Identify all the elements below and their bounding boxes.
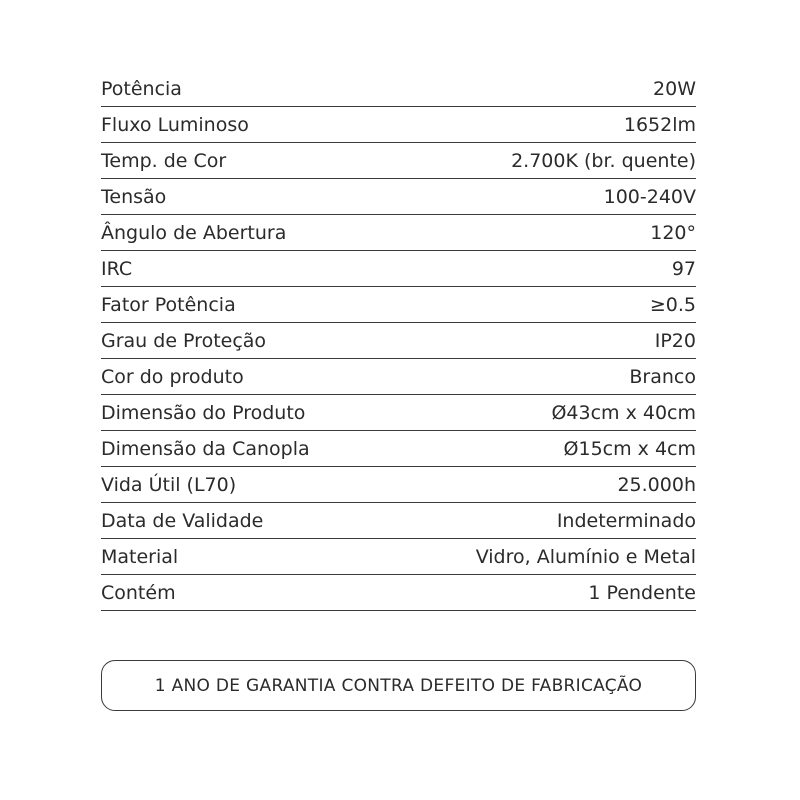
- spec-value: 25.000h: [617, 474, 696, 496]
- warranty-text: 1 ANO DE GARANTIA CONTRA DEFEITO DE FABRICAÇÃO: [154, 675, 643, 696]
- spec-row: [101, 215, 696, 251]
- spec-value: Vidro, Alumínio e Metal: [475, 546, 696, 568]
- spec-value: Branco: [629, 366, 696, 388]
- spec-label: Ângulo de Abertura: [101, 222, 287, 244]
- spec-row: [101, 359, 696, 395]
- spec-label: Cor do produto: [101, 366, 244, 388]
- spec-row: [101, 323, 696, 359]
- spec-row: [101, 107, 696, 143]
- spec-row: [101, 575, 696, 611]
- spec-label: IRC: [101, 258, 133, 280]
- spec-value: 97: [671, 258, 696, 280]
- spec-value: 1652lm: [623, 114, 696, 136]
- spec-label: Dimensão da Canopla: [101, 438, 310, 460]
- spec-row: [101, 287, 696, 323]
- spec-label: Fator Potência: [101, 294, 236, 316]
- spec-value: 100-240V: [603, 186, 696, 208]
- spec-row: [101, 143, 696, 179]
- spec-value: Ø43cm x 40cm: [551, 402, 696, 424]
- spec-table: [101, 71, 696, 611]
- spec-value: 120°: [650, 222, 696, 244]
- spec-label: Vida Útil (L70): [101, 474, 237, 496]
- spec-label: Contém: [101, 582, 176, 604]
- spec-value: IP20: [654, 330, 696, 352]
- spec-value: 1 Pendente: [588, 582, 696, 604]
- spec-label: Data de Validade: [101, 510, 264, 532]
- spec-label: Grau de Proteção: [101, 330, 267, 352]
- spec-value: Indeterminado: [556, 510, 696, 532]
- spec-row: [101, 467, 696, 503]
- spec-label: Tensão: [101, 186, 167, 208]
- spec-label: Potência: [101, 78, 182, 100]
- spec-label: Fluxo Luminoso: [101, 114, 249, 136]
- spec-row: [101, 71, 696, 107]
- spec-row: [101, 539, 696, 575]
- spec-value: 2.700K (br. quente): [511, 150, 696, 172]
- spec-label: Temp. de Cor: [101, 150, 227, 172]
- warranty-banner: [101, 660, 696, 711]
- spec-label: Dimensão do Produto: [101, 402, 306, 424]
- spec-value: ≥0.5: [649, 294, 696, 316]
- spec-value: Ø15cm x 4cm: [563, 438, 696, 460]
- spec-row: [101, 251, 696, 287]
- spec-row: [101, 179, 696, 215]
- spec-value: 20W: [653, 78, 696, 100]
- spec-label: Material: [101, 546, 179, 568]
- spec-row: [101, 503, 696, 539]
- spec-row: [101, 395, 696, 431]
- spec-row: [101, 431, 696, 467]
